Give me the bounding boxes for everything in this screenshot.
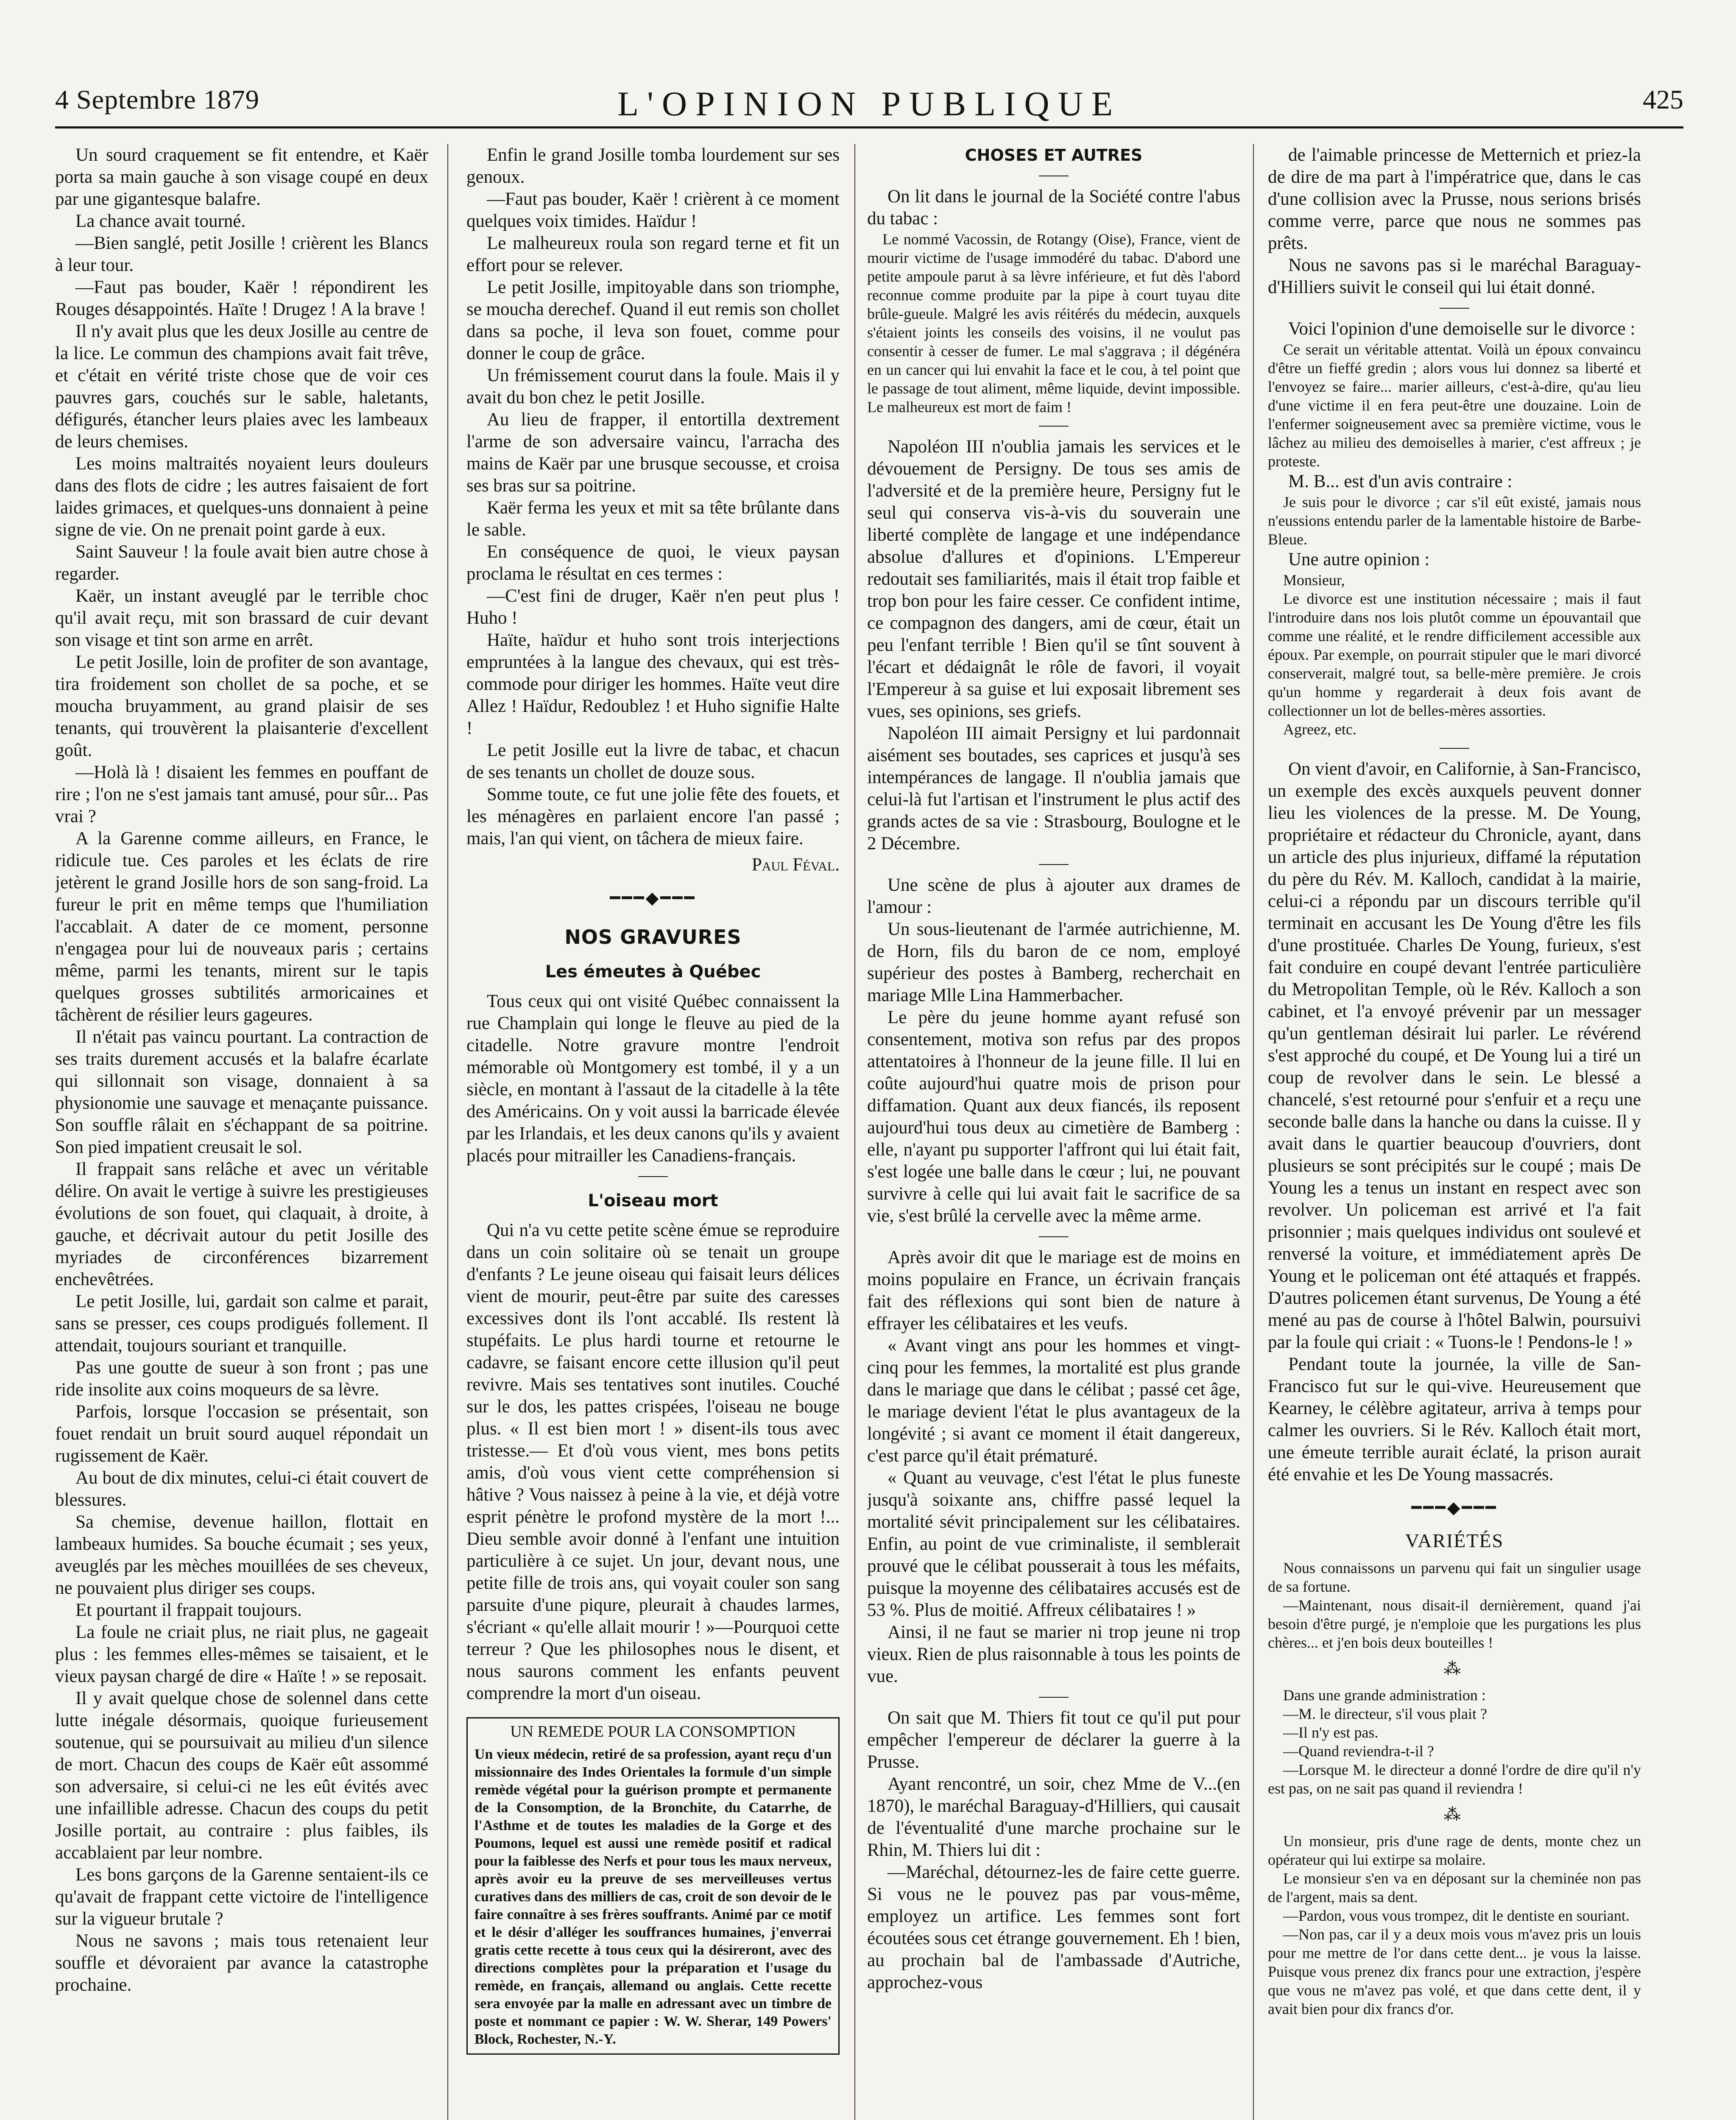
paragraph: Pendant toute la journée, la ville de San-Francisco fut sur le qui-vive. Heureusement que Kearney, le célèbre agitateur, arriva à temps pour calmer les ouvriers. Si le Rév. Kalloch était mort, une émeute terrible aurait éclaté, la prison aurait été envahie et les De Young massacrés. bbox=[1268, 1354, 1641, 1484]
paragraph: Les moins maltraités noyaient leurs douleurs dans des flots de cidre ; les autres faisaient de fort laides grimaces, et quelques-uns donnaient à peine signe de vie. On ne prenait point garde à eux. bbox=[55, 454, 428, 540]
paragraph: —Maintenant, nous disait-il dernièrement, quand j'ai besoin d'être purgé, je n'emploie que les purgations les plus chères... et j'en bois deux bouteilles ! bbox=[1268, 1597, 1641, 1651]
paragraph: La chance avait tourné. bbox=[75, 211, 246, 231]
paragraph: Nous ne savons ; mais tous retenaient leur souffle et dévoraient par avance la catastrophe prochaine. bbox=[55, 1931, 428, 1995]
asterism-divider: ⁂ bbox=[1444, 1805, 1465, 1824]
separator-dash bbox=[1039, 1236, 1069, 1237]
letter-closing: Agreez, etc. bbox=[1283, 721, 1356, 738]
section-title-nos-gravures: NOS GRAVURES bbox=[564, 926, 742, 948]
asterism-divider: ⁂ bbox=[1444, 1659, 1465, 1678]
paragraph: —C'est fini de druger, Kaër n'en peut plus ! Huho ! bbox=[466, 586, 840, 628]
quoted-text: Le nommé Vacossin, de Rotangy (Oise), France, vient de mourir victime de l'usage immodéré du tabac. D'abord une petite ampoule parut à sa lèvre inférieure, et fut dès l'abord reconnue comme produite par la pipe à court tuyau dite brûle-gueule. Malgré les avis réitérés du médecin, auxquels s'étaient joints les conseils des voisins, il ne voulut pas consentir à cesser de fumer. Le mal s'aggrava ; il dégénéra en un cancer qui lui envahit la face et le cou, à tel point que le passage de tout aliment, même liquide, devint impossible. Le malheureux est mort de faim ! bbox=[867, 231, 1240, 416]
section-title-choses-et-autres: CHOSES ET AUTRES bbox=[965, 146, 1143, 165]
column-divider bbox=[854, 144, 855, 2120]
paragraph: Nous ne savons pas si le maréchal Baraguay-d'Hilliers suivit le conseil qui lui était donné. bbox=[1268, 255, 1641, 297]
paragraph: —Faut pas bouder, Kaër ! crièrent à ce moment quelques voix timides. Haïdur ! bbox=[466, 189, 840, 231]
paragraph: Le petit Josille, impitoyable dans son triomphe, se moucha derechef. Quand il eut remis son chollet dans sa poche, il leva son fouet, comme pour donner le coup de grâce. bbox=[466, 277, 840, 363]
paragraph: Après avoir dit que le mariage est de moins en moins populaire en France, un écrivain français fait des réflexions qui sont bien de nature à effrayer les célibataires et les veufs. bbox=[867, 1247, 1240, 1333]
paragraph: Napoléon III aimait Persigny et lui pardonnait aisément ses boutades, ses caprices et jusqu'à ses intempérances de langage. Il n'oublia jamais que celui-là fut l'artisan et l'instrument le plus actif des grands actes de sa vie : Strasbourg, Boulogne et le 2 Décembre. bbox=[867, 723, 1240, 854]
paragraph: Le malheureux roula son regard terne et fit un effort pour se relever. bbox=[466, 233, 840, 275]
paragraph: Nous connaissons un parvenu qui fait un singulier usage de sa fortune. bbox=[1268, 1559, 1641, 1595]
paragraph: Saint Sauveur ! la foule avait bien autre chose à regarder. bbox=[55, 542, 428, 584]
paragraph: A la Garenne comme ailleurs, en France, le ridicule tue. Ces paroles et les éclats de rire jetèrent le grand Josille hors de son sang-froid. La fureur le prit en même temps que l'humiliation l'accablait. A dater de ce moment, personne n'engagea pour lui de nouveaux paris ; certains même, parmi les tenants, mirent sur le tapis quelques grosses subtilités armoricaines et tâchèrent de résilier leurs gageures. bbox=[55, 828, 428, 1025]
paragraph: On vient d'avoir, en Californie, à San-Francisco, un exemple des excès auxquels peuvent donner lieu les violences de la presse. M. De Young, propriétaire et rédacteur du Chronicle, ayant, dans un article des plus injurieux, diffamé la réputation du père du Rév. M. Kalloch, candidat à la mairie, celui-ci a répondu par un discours terrible qu'il terminait en accusant les De Young d'être les fils d'une prostituée. Charles De Young, furieux, s'est fait conduire en coupé devant l'entrée particulière du Metropolitan Temple, où le Rév. Kalloch a son cabinet, et l'a envoyé prévenir par un messager qu'un gentleman désirait lui parler. Le révérend s'est approché du coupé, et De Young lui a tiré un coup de revolver dans le sein. Le blessé a chancelé, s'est retourné pour s'enfuir et a reçu une seconde balle dans la hanche ou dans la cuisse. Il y avait dans le quartier beaucoup d'ouvriers, dont plusieurs se sont précipités sur le coupé ; mais De Young les a tenus un instant en respect avec son revolver. Un policeman est arrivé et l'a fait prisonnier ; mais quelques individus ont soulevé et renversé la voiture, et immédiatement après De Young et le policeman ont été attaqués et frappés. D'autres policemen étant survenus, De Young a été mené au pas de course à l'hôtel Balwin, poursuivi par la foule qui criait : « Tuons-le ! Pendons-le ! » bbox=[1268, 759, 1641, 1352]
paragraph: Il frappait sans relâche et avec un véritable délire. On avait le vertige à suivre les prestigieuses évolutions de son fouet, qui claquait, à droite, à gauche, et décrivait autour du petit Josille des myriades de circonférences bizarrement enchevêtrées. bbox=[55, 1159, 428, 1289]
column-2 bbox=[466, 144, 840, 2120]
paragraph: Il n'était pas vaincu pourtant. La contraction de ses traits durement accusés et la balafre écarlate qui sillonnait son visage, donnaient à sa physionomie une sauvage et menaçante puissance. Son souffle râlait en s'échappant de sa poitrine. Son pied impatient creusait le sol. bbox=[55, 1027, 428, 1157]
separator-dash bbox=[1039, 1697, 1069, 1698]
paragraph: —Il n'y est pas. bbox=[1283, 1724, 1379, 1741]
letter-greeting: Monsieur, bbox=[1283, 572, 1345, 589]
column-3 bbox=[867, 144, 1240, 2120]
paragraph: Voici l'opinion d'une demoiselle sur le divorce : bbox=[1288, 319, 1636, 339]
paragraph: Enfin le grand Josille tomba lourdement sur ses genoux. bbox=[466, 145, 840, 187]
paragraph: M. B... est d'un avis contraire : bbox=[1288, 471, 1513, 491]
paragraph: Kaër, un instant aveuglé par le terrible choc qu'il avait reçu, mit son brassard de cuir devant son visage et tint son arme en arrêt. bbox=[55, 586, 428, 650]
paragraph: Dans une grande administration : bbox=[1283, 1687, 1486, 1704]
paragraph: —Non pas, car il y a deux mois vous m'avez pris un louis pour me mettre de l'or dans cette dent... je vous la laisse. Puisque vous prenez dix francs pour une extraction, j'espère que vous ne m'avez pas volé, et que dans cette dent, il y avait bien pour dix francs d'or. bbox=[1268, 1926, 1641, 2017]
section-title-varietes: VARIÉTÉS bbox=[1405, 1530, 1504, 1551]
advertisement-title: UN REMEDE POUR LA CONSOMPTION bbox=[510, 1723, 796, 1741]
author-signature: Paul Féval. bbox=[751, 855, 840, 875]
paragraph: Ainsi, il ne faut se marier ni trop jeune ni trop vieux. Rien de plus raisonnable à tous les points de vue. bbox=[867, 1622, 1240, 1686]
paragraph: Ayant rencontré, un soir, chez Mme de V...(en 1870), le maréchal Baraguay-d'Hilliers, qui causait de l'éventualité d'une marche prochaine sur le Rhin, M. Thiers lui dit : bbox=[867, 1774, 1240, 1860]
separator-dash bbox=[1039, 426, 1069, 427]
separator-dash bbox=[638, 1176, 668, 1177]
subheading-oiseau-mort: L'oiseau mort bbox=[588, 1191, 718, 1211]
separator-dash bbox=[1039, 864, 1069, 865]
ornament-divider: ━━━◆━━━ bbox=[1411, 1498, 1498, 1517]
newspaper-title: L'OPINION PUBLIQUE bbox=[617, 84, 1121, 123]
paragraph: Le petit Josille eut la livre de tabac, et chacun de ses tenants un chollet de douze sous. bbox=[466, 740, 840, 782]
paragraph: Un monsieur, pris d'une rage de dents, monte chez un opérateur qui lui extirpe sa molaire. bbox=[1268, 1833, 1641, 1868]
column-1-feuilleton bbox=[55, 144, 428, 2120]
paragraph: Sa chemise, devenue haillon, flottait en lambeaux humides. Sa bouche écumait ; ses yeux, aveuglés par les mèches mouillées de ses cheveux, ne pouvaient plus diriger ses coups. bbox=[55, 1512, 428, 1598]
separator-dash bbox=[1440, 308, 1469, 309]
quoted-text: Le divorce est une institution nécessaire ; mais il faut l'introduire dans nos lois plutôt comme un épouvantail que comme une réalité, et le rendre difficilement accessible aux époux. Par exemple, on pourrait stipuler que le mari divorcé conserverait, malgré tout, sa belle-mère première. Je crois qu'un homme y regarderait à deux fois avant de collectionner un lot de belles-mères assorties. bbox=[1268, 590, 1641, 719]
paragraph: —M. le directeur, s'il vous plait ? bbox=[1283, 1705, 1487, 1722]
masthead bbox=[55, 81, 1683, 131]
paragraph: —Faut pas bouder, Kaër ! répondirent les Rouges désappointés. Haïte ! Drugez ! A la brave ! bbox=[55, 277, 428, 319]
paragraph: La foule ne criait plus, ne riait plus, ne gageait plus : les femmes elles-mêmes se taisaient, et le vieux paysan chargé de dire « Haïte ! » se reposait. bbox=[55, 1622, 428, 1686]
ornament-divider: ━━━◆━━━ bbox=[610, 888, 696, 907]
advertisement-box bbox=[466, 1717, 840, 2055]
paragraph: Parfois, lorsque l'occasion se présentait, son fouet rendait un bruit sourd auquel répondait un rugissement de Kaër. bbox=[55, 1402, 428, 1466]
paragraph: —Holà là ! disaient les femmes en pouffant de rire ; l'on ne s'est jamais tant amusé, pour sûr... Pas vrai ? bbox=[55, 762, 428, 826]
paragraph: Un sous-lieutenant de l'armée autrichienne, M. de Horn, fils du baron de ce nom, employé supérieur des postes à Bamberg, recherchait en mariage Mlle Lina Hammerbacher. bbox=[867, 919, 1240, 1005]
quoted-text: Ce serait un véritable attentat. Voilà un époux convaincu d'être un fieffé gredin ; alors vous lui donnez sa liberté et l'envoyez se faire... marier ailleurs, c'est-à-dire, qu'au lieu d'une victime il en fera peut-être une douzaine. Loin de l'enfermer soigneusement avec sa première victime, vous le lâchez au milieu des demoiselles à marier, c'est affreux ; je proteste. bbox=[1268, 341, 1641, 470]
paragraph: —Bien sanglé, petit Josille ! crièrent les Blancs à leur tour. bbox=[55, 233, 428, 275]
paragraph: —Lorsque M. le directeur a donné l'ordre de dire qu'il n'y est pas, on ne sait pas quand il reviendra ! bbox=[1268, 1761, 1641, 1797]
paragraph: Napoléon III n'oublia jamais les services et le dévouement de Persigny. De tous ses amis de l'adversité et de la première heure, Persigny fut le seul qui conserva vis-à-vis du souverain une liberté complète de langage et une indépendance absolue d'allures et d'opinions. L'Empereur redoutait ses familiarités, mais il était trop faible et trop bon pour les faire cesser. Ce confident intime, ce compagnon des dangers, ami de cœur, était un peu l'enfant terrible ! Bien qu'il se tînt souvent à l'écart et dédaignât le rôle de favori, il voyait l'Empereur à sa guise et lui exposait librement ses vues, ses opinions, ses griefs. bbox=[867, 437, 1240, 721]
paragraph: —Pardon, vous vous trompez, dit le dentiste en souriant. bbox=[1283, 1907, 1630, 1924]
paragraph: —Maréchal, détournez-les de faire cette guerre. Si vous ne le pouvez pas par vous-même, employez un artifice. Les femmes sont fort écoutées sous cet étrange gouvernement. Eh ! bien, au prochain bal de l'ambassade d'Autriche, approchez-vous bbox=[867, 1862, 1240, 1992]
masthead-rule bbox=[55, 126, 1683, 128]
separator-dash bbox=[1440, 748, 1469, 749]
paragraph: de l'aimable princesse de Metternich et priez-la de dire de ma part à l'impératrice que, dans le cas d'une collision avec la Prusse, nous serions brisés comme verre, parce que nous ne sommes pas prêts. bbox=[1268, 145, 1641, 253]
subheading-emeutes-quebec: Les émeutes à Québec bbox=[545, 962, 761, 982]
paragraph: Pas une goutte de sueur à son front ; pas une ride insolite aux coins moqueurs de sa lèvre. bbox=[55, 1358, 428, 1400]
page-number: 425 bbox=[1643, 84, 1683, 114]
column-divider bbox=[1253, 144, 1254, 2120]
paragraph: Kaër ferma les yeux et mit sa tête brûlante dans le sable. bbox=[466, 498, 840, 540]
paragraph: Tous ceux qui ont visité Québec connaissent la rue Champlain qui longe le fleuve au pied de la citadelle. Notre gravure montre l'endroit mémorable où Montgomery est tombé, il y a un siècle, en montant à l'assaut de la citadelle à la tête des Américains. On y voit aussi la barricade élevée par les Irlandais, et les deux canons qu'ils y avaient placés pour mitrailler les Canadiens-français. bbox=[466, 991, 840, 1166]
paragraph: Somme toute, ce fut une jolie fête des fouets, et les ménagères en parlaient encore l'an passé ; mais, l'an qui vient, on tâchera de mieux faire. bbox=[466, 784, 840, 848]
paragraph: Qui n'a vu cette petite scène émue se reproduire dans un coin solitaire où se tenait un groupe d'enfants ? Le jeune oiseau qui faisait leurs délices vient de mourir, peut-être par suite des caresses excessives dont ils l'ont accablé. Ils restent là stupéfaits. Le plus hardi tourne et retourne le cadavre, se faisant encore cette illusion qu'il peut revivre. Mais ses tentatives sont inutiles. Couché sur le dos, les pattes crispées, l'oiseau ne bouge plus. « Il est bien mort ! » disent-ils tous avec tristesse.— Et d'où vous vient, mes bons petits amis, d'où vous vient cette compréhension si hâtive ? Vous naissez à peine à la vie, et déjà votre esprit pénètre le profond mystère de la mort !... Dieu semble avoir donné à l'enfant une intuition particulière à ce sujet. Un jour, devant nous, une petite fille de trois ans, qui voyait couler son sang parsuite d'une piqure, pleurait à chaudes larmes, s'écriant « qu'elle allait mourir ! »—Pourquoi cette terreur ? Que les philosophes nous le disent, et nous saurons comment les enfants peuvent comprendre la mort d'un oiseau. bbox=[466, 1220, 840, 1703]
paragraph: Au bout de dix minutes, celui-ci était couvert de blessures. bbox=[55, 1468, 428, 1510]
paragraph: Un frémissement courut dans la foule. Mais il y avait du bon chez le petit Josille. bbox=[466, 365, 840, 407]
column-divider bbox=[447, 144, 448, 2120]
paragraph: On lit dans le journal de la Société contre l'abus du tabac : bbox=[867, 187, 1240, 229]
paragraph: On sait que M. Thiers fit tout ce qu'il put pour empêcher l'empereur de déclarer la guerre à la Prusse. bbox=[867, 1708, 1240, 1772]
column-4 bbox=[1268, 144, 1641, 2120]
paragraph: Une autre opinion : bbox=[1288, 550, 1430, 569]
paragraph: Le petit Josille, lui, gardait son calme et parait, sans se presser, ces coups prodigués follement. Il attendait, toujours souriant et tranquille. bbox=[55, 1292, 428, 1356]
quoted-text: Je suis pour le divorce ; car s'il eût existé, jamais nous n'eussions entendu parler de la lamentable histoire de Barbe-Bleue. bbox=[1268, 494, 1641, 548]
advertisement-text: Un vieux médecin, retiré de sa profession, ayant reçu d'un missionnaire des Indes Orientales la formule d'un simple remède végétal pour la guérison prompte et permanente de la Consomption, de la Bronchite, du Catarrhe, de l'Asthme et de toutes les maladies de la Gorge et des Poumons, lequel est aussi une remède positif et radical pour la faiblesse des Nerfs et pour tous les maux nerveux, après avoir eu la preuve de ses merveilleuses vertus curatives dans des milliers de cas, croit de son devoir de le faire connaître à ses frères souffrants. Animé par ce motif et le désir d'alléger les souffrances humaines, j'enverrai gratis cette recette à tous ceux qui la désireront, avec des directions complètes pour la préparation et l'usage du remède, en français, allemand ou anglais. Cette recette sera envoyée par la malle en adressant avec un timbre de poste et nommant ce papier : W. W. Sherar, 149 Powers' Block, Rochester, N.-Y. bbox=[474, 1746, 832, 2047]
paragraph: Les bons garçons de la Garenne sentaient-ils ce qu'avait de frappant cette victoire de l'intelligence sur la vigueur brutale ? bbox=[55, 1865, 428, 1929]
issue-date: 4 Septembre 1879 bbox=[55, 84, 260, 114]
paragraph: Haïte, haïdur et huho sont trois interjections empruntées à la langue des chevaux, qui est très-commode pour diriger les hommes. Haïte veut dire Allez ! Haïdur, Redoublez ! et Huho signifie Halte ! bbox=[466, 630, 840, 738]
paragraph: Il y avait quelque chose de solennel dans cette lutte inégale désormais, quoique furieusement soutenue, qui se poursuivait au milieu d'un silence de mort. Chacun des coups de Kaër eût assommé son adversaire, si celui-ci ne les eût évités avec une infaillible adresse. Chacun des coups du petit Josille portait, au contraire : plus faibles, ils accablaient par leur nombre. bbox=[55, 1688, 428, 1863]
paragraph: « Avant vingt ans pour les hommes et vingt-cinq pour les femmes, la mortalité est plus grande dans le mariage que dans le célibat ; passé cet âge, le mariage devient l'état le plus avantageux de la longévité ; si avant ce moment il était dangereux, c'est parce qu'il était prématuré. bbox=[867, 1336, 1240, 1466]
paragraph: Au lieu de frapper, il entortilla dextrement l'arme de son adversaire vaincu, l'arracha des mains de Kaër par une brusque secousse, et croisa ses bras sur sa poitrine. bbox=[466, 410, 840, 496]
paragraph: —Quand reviendra-t-il ? bbox=[1283, 1743, 1434, 1760]
paragraph: Le monsieur s'en va en déposant sur la cheminée non pas de l'argent, mais sa dent. bbox=[1268, 1870, 1641, 1905]
paragraph: Un sourd craquement se fit entendre, et Kaër porta sa main gauche à son visage coupé en deux par une gigantesque balafre. bbox=[55, 145, 428, 209]
paragraph: Le père du jeune homme ayant refusé son consentement, motiva son refus par des propos attentatoires à l'honneur de la jeune fille. Il lui en coûte aujourd'hui quatre mois de prison pour diffamation. Quant aux deux fiancés, ils reposent aujourd'hui tous deux au cimetière de Bamberg : elle, n'ayant pu supporter l'affront qui lui était fait, s'est logée une balle dans le cœur ; lui, ne pouvant survivre à celle qui lui avait fait le sacrifice de sa vie, s'est brûlé la cervelle avec la même arme. bbox=[867, 1007, 1240, 1226]
paragraph: Et pourtant il frappait toujours. bbox=[75, 1600, 302, 1620]
paragraph: Il n'y avait plus que les deux Josille au centre de la lice. Le commun des champions avait fait trêve, et c'était en vérité triste chose que de voir ces pauvres gars, couchés sur le sable, haletants, défigurés, étancher leurs plaies avec les lambeaux de leurs chemises. bbox=[55, 321, 428, 452]
paragraph: « Quant au veuvage, c'est l'état le plus funeste jusqu'à soixante ans, chiffre passé lequel la mortalité sévit principalement sur les célibataires. Enfin, au point de vue criminaliste, il semblerait prouvé que le célibat pousserait à tous les méfaits, puisque la moyenne des célibataires accusés est de 53 %. Plus de moitié. Affreux célibataires ! » bbox=[867, 1468, 1240, 1620]
paragraph: Le petit Josille, loin de profiter de son avantage, tira froidement son chollet de sa poche, et se moucha bruyamment, au grand plaisir de ses tenants, qui trouvèrent la plaisanterie d'excellent goût. bbox=[55, 652, 428, 760]
paragraph: En conséquence de quoi, le vieux paysan proclama le résultat en ces termes : bbox=[466, 542, 840, 584]
paragraph: Une scène de plus à ajouter aux drames de l'amour : bbox=[867, 875, 1240, 917]
